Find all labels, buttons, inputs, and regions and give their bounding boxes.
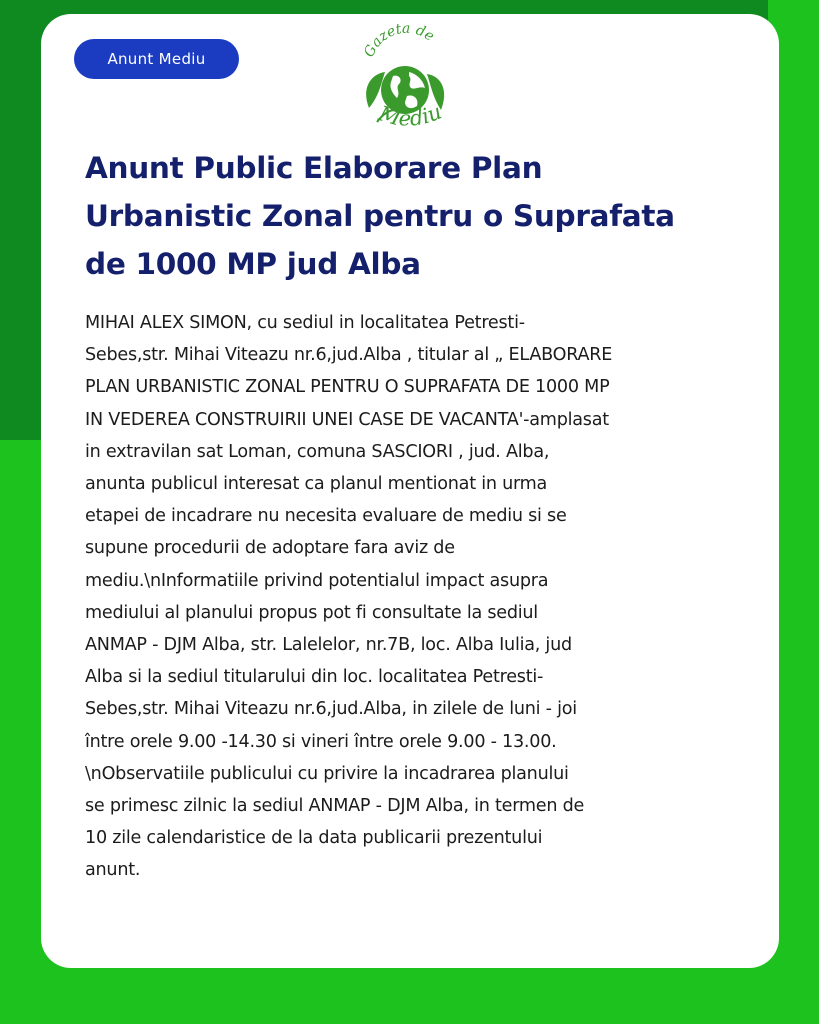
body-line: supune procedurii de adoptare fara aviz de [85, 538, 455, 559]
body-line: \nObservatiile publicului cu privire la incadrarea planului [85, 763, 569, 784]
body-line: Sebes,str. Mihai Viteazu nr.6,jud.Alba, in zilele de luni - joi [85, 699, 577, 720]
body-line: in extravilan sat Loman, comuna SASCIORI , jud. Alba, [85, 441, 550, 462]
body-line: mediului al planului propus pot fi consultate la sediul [85, 602, 538, 623]
body-line: anunta publicul interesat ca planul mentionat in urma [85, 474, 548, 495]
body-line: mediu.\nInformatiile privind potentialul impact asupra [85, 570, 549, 591]
logo-bottom-text: Mediu [376, 99, 446, 131]
logo-top-text: Gazeta de [361, 20, 438, 60]
body-line: etapei de incadrare nu necesita evaluare de mediu si se [85, 506, 567, 527]
category-badge-label: Anunt Mediu [107, 50, 206, 68]
body-line: IN VEDEREA CONSTRUIRII UNEI CASE DE VACANTA'-amplasat [85, 409, 609, 430]
body-line: PLAN URBANISTIC ZONAL PENTRU O SUPRAFATA DE 1000 MP [85, 377, 610, 398]
globe-leaf-icon [349, 18, 461, 140]
body-line: Sebes,str. Mihai Viteazu nr.6,jud.Alba , titular al „ ELABORARE [85, 345, 613, 366]
body-line: între orele 9.00 -14.30 si vineri între orele 9.00 - 13.00. [85, 731, 557, 752]
announcement-title [85, 144, 745, 288]
title-line: Anunt Public Elaborare Plan [85, 151, 543, 185]
svg-text:Gazeta de [361, 21, 437, 60]
body-line: 10 zile calendaristice de la data publicarii prezentului [85, 828, 543, 849]
title-line: de 1000 MP jud Alba [85, 247, 421, 281]
title-line: Urbanistic Zonal pentru o Suprafata [85, 199, 675, 233]
body-line: ANMAP - DJM Alba, str. Lalelelor, nr.7B, loc. Alba Iulia, jud [85, 635, 572, 656]
gazeta-de-mediu-logo[interactable] [349, 18, 461, 140]
body-line: anunt. [85, 860, 141, 881]
body-line: Alba si la sediul titularului din loc. localitatea Petresti- [85, 667, 544, 688]
announcement-card [41, 14, 779, 968]
announcement-body [85, 307, 745, 887]
body-line: MIHAI ALEX SIMON, cu sediul in localitatea Petresti- [85, 313, 525, 333]
category-badge[interactable] [74, 39, 239, 79]
body-line: se primesc zilnic la sediul ANMAP - DJM Alba, in termen de [85, 796, 585, 817]
